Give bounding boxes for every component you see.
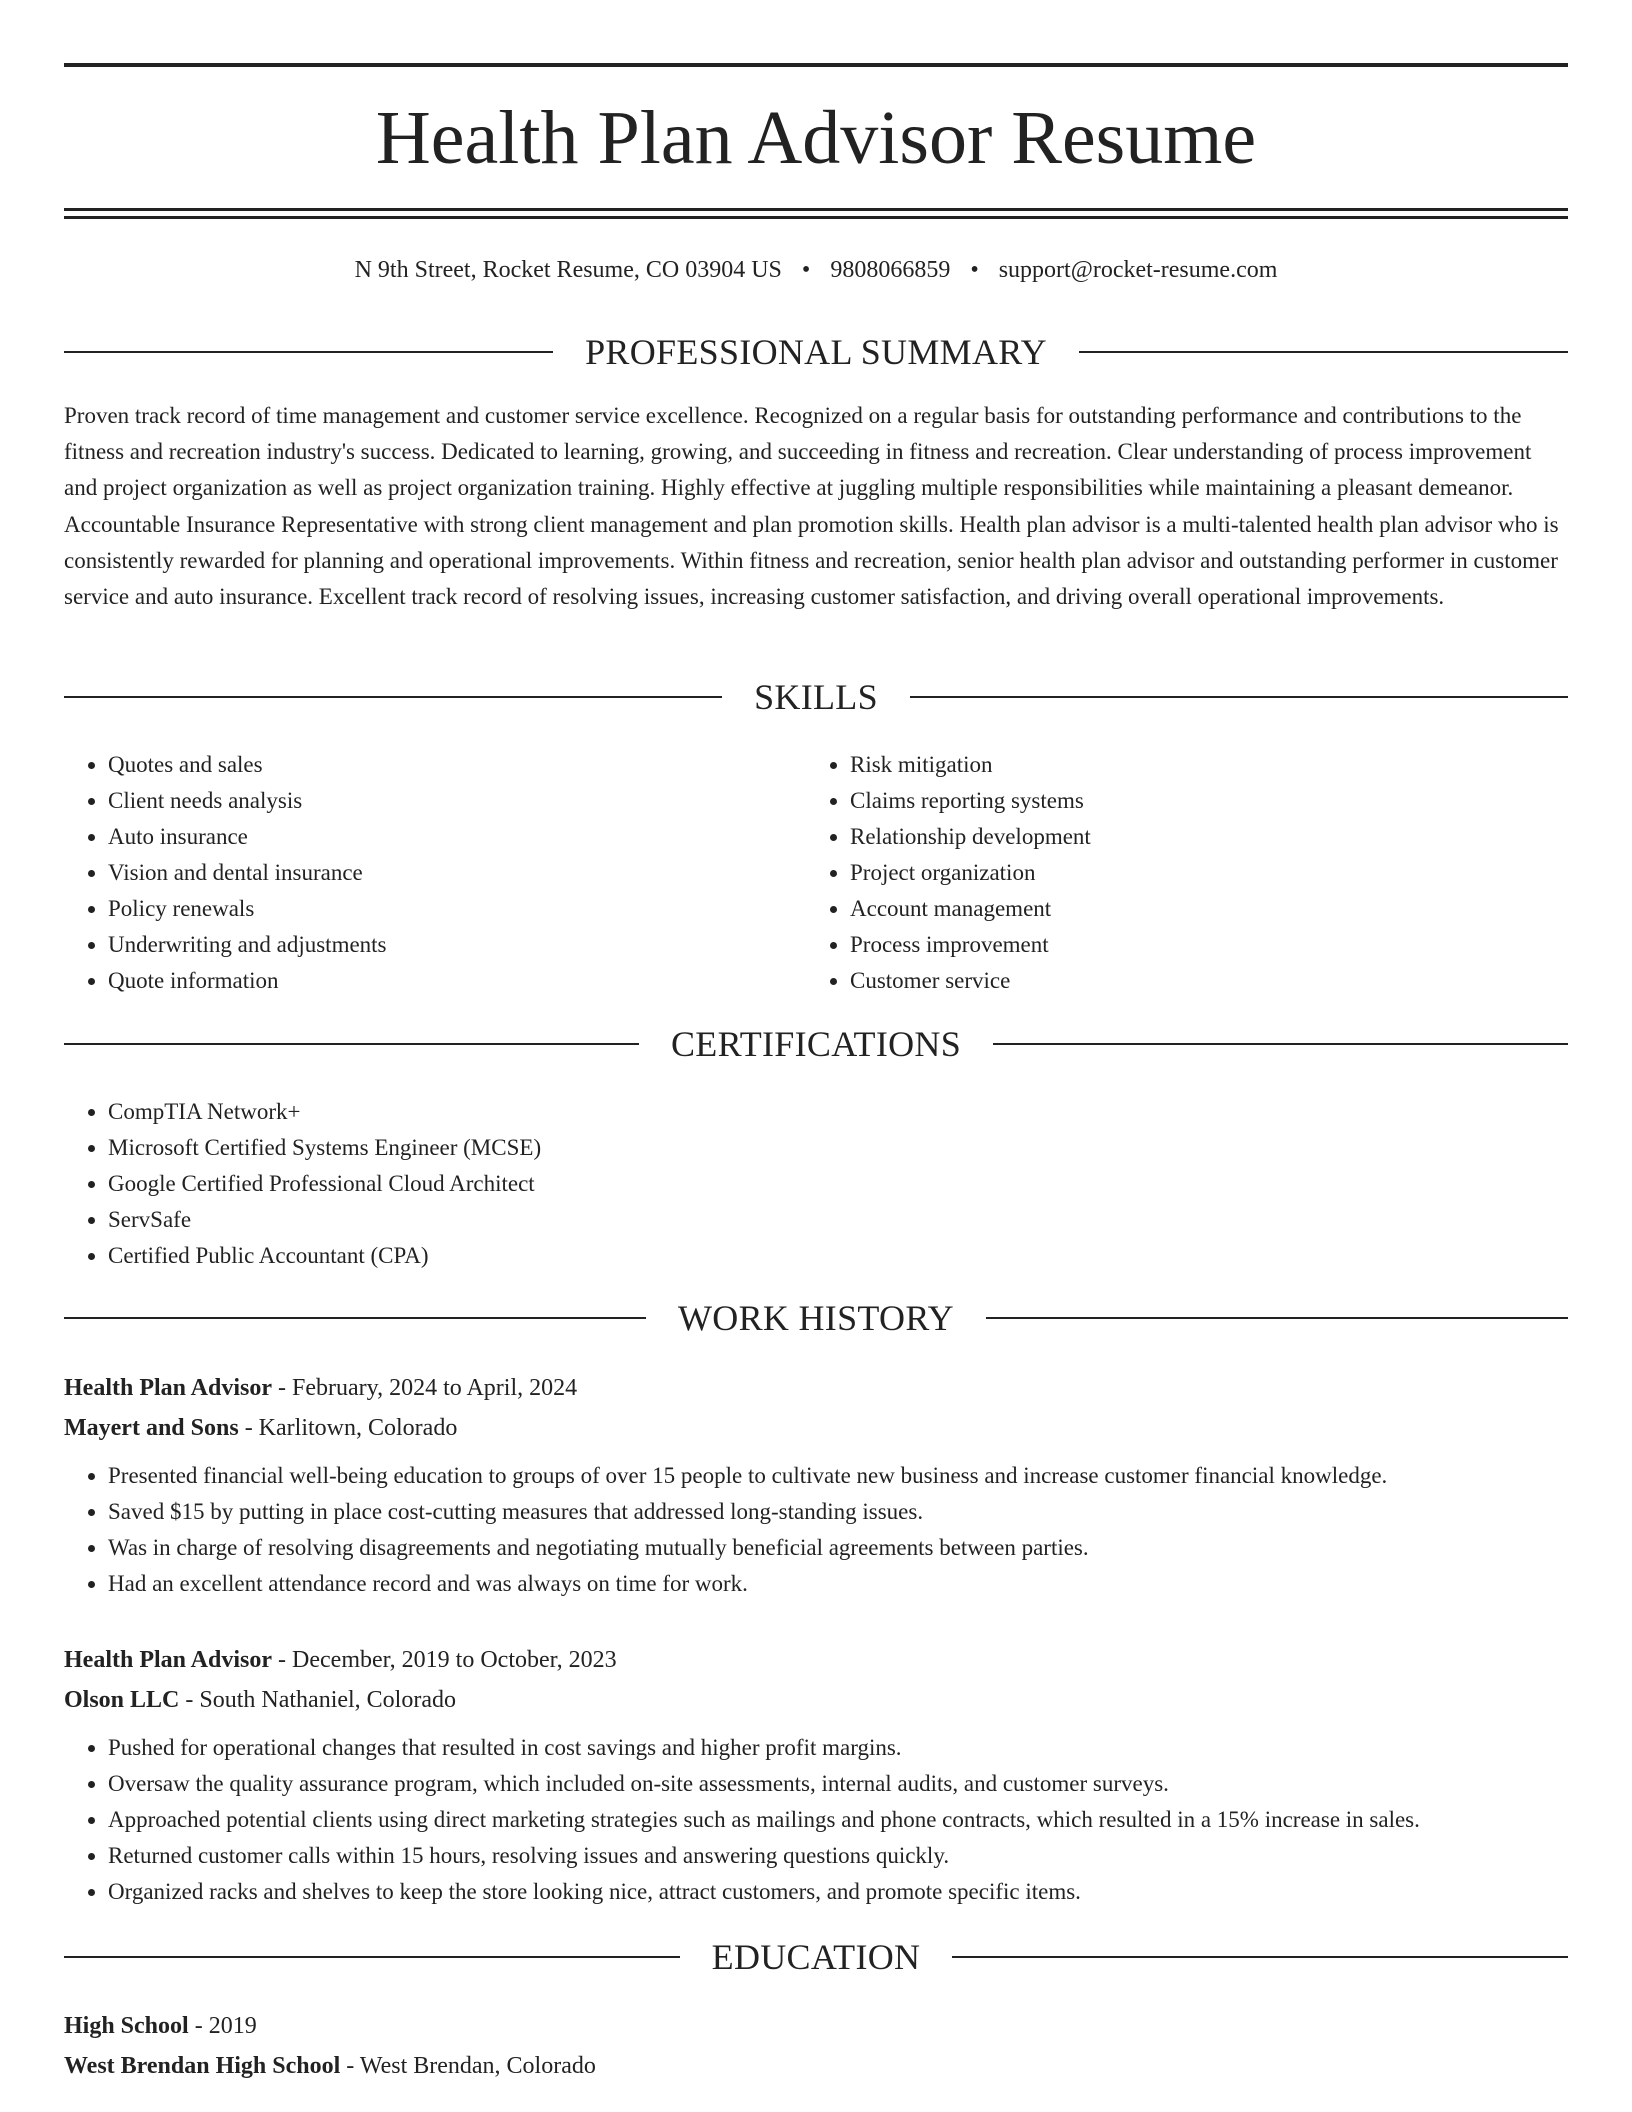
divider-line xyxy=(986,1317,1568,1319)
skills-right-column xyxy=(806,747,1506,999)
skill-item: • Client needs analysis xyxy=(108,783,764,819)
job-title: Health Plan Advisor xyxy=(64,1375,273,1401)
divider-line xyxy=(952,1956,1568,1958)
job-title-line xyxy=(64,1368,1568,1408)
job-location: - South Nathaniel, Colorado xyxy=(179,1687,456,1713)
divider-line xyxy=(64,1956,680,1958)
section-heading-skills xyxy=(64,677,1568,717)
header-top-rule xyxy=(64,63,1568,67)
contact-phone: 9808066859 xyxy=(830,257,951,283)
contact-email: support@rocket-resume.com xyxy=(998,257,1278,283)
divider-line xyxy=(64,1043,639,1045)
job-bullet: • Pushed for operational changes that resulted in cost savings and higher profit margins. xyxy=(108,1730,1568,1766)
certification-item: • ServSafe xyxy=(108,1202,1264,1238)
contact-line xyxy=(64,254,1568,286)
job-bullet: • Oversaw the quality assurance program, which included on-site assessments, internal audits, and customer surveys. xyxy=(108,1766,1568,1802)
divider-line xyxy=(64,351,553,353)
job-company: Olson LLC xyxy=(64,1687,180,1713)
page-title: Health Plan Advisor Resume xyxy=(375,96,1257,180)
divider-line xyxy=(993,1043,1568,1045)
contact-address: N 9th Street, Rocket Resume, CO 03904 US xyxy=(354,257,782,283)
certification-item: • CompTIA Network+ xyxy=(108,1094,1264,1130)
education-year: - 2019 xyxy=(188,2013,257,2039)
header-double-rule-top xyxy=(64,208,1568,211)
section-heading-certifications xyxy=(64,1024,1568,1064)
job-bullet: • Had an excellent attendance record and was always on time for work. xyxy=(108,1566,1568,1602)
education-degree-line xyxy=(64,2006,1568,2046)
skill-item: • Policy renewals xyxy=(108,891,764,927)
skill-item: • Quote information xyxy=(108,963,764,999)
job-bullet: • Saved $15 by putting in place cost-cutting measures that addressed long-standing issues. xyxy=(108,1494,1568,1530)
certification-item: • Microsoft Certified Systems Engineer (MCSE) xyxy=(108,1130,1264,1166)
divider-line xyxy=(910,696,1568,698)
job-dates: - December, 2019 to October, 2023 xyxy=(272,1647,617,1673)
section-heading-summary xyxy=(64,332,1568,372)
section-title: WORK HISTORY xyxy=(678,1298,954,1338)
job-location: - Karlitown, Colorado xyxy=(238,1415,458,1441)
job-entry xyxy=(64,1640,1568,1910)
certification-item: • Certified Public Accountant (CPA) xyxy=(108,1238,1264,1274)
education-school: West Brendan High School xyxy=(64,2053,341,2079)
skill-item: • Claims reporting systems xyxy=(850,783,1506,819)
divider-line xyxy=(1079,351,1568,353)
skills-list xyxy=(806,747,1506,999)
certifications-block xyxy=(64,1094,1264,1274)
section-title: CERTIFICATIONS xyxy=(670,1024,962,1064)
education-school-line xyxy=(64,2046,1568,2086)
job-bullet: • Organized racks and shelves to keep the store looking nice, attract customers, and promote specific items. xyxy=(108,1874,1568,1910)
certifications-list xyxy=(64,1094,1264,1274)
education-degree: High School xyxy=(64,2013,189,2039)
section-title: EDUCATION xyxy=(711,1937,921,1977)
skill-item: • Process improvement xyxy=(850,927,1506,963)
skills-list xyxy=(64,747,764,999)
skill-item: • Risk mitigation xyxy=(850,747,1506,783)
contact-separator: • xyxy=(801,257,811,283)
job-bullet: • Returned customer calls within 15 hours, resolving issues and answering questions quickly. xyxy=(108,1838,1568,1874)
job-bullets xyxy=(64,1730,1568,1910)
skill-item: • Underwriting and adjustments xyxy=(108,927,764,963)
skill-item: • Quotes and sales xyxy=(108,747,764,783)
skill-item: • Account management xyxy=(850,891,1506,927)
divider-line xyxy=(64,696,722,698)
skill-item: • Project organization xyxy=(850,855,1506,891)
job-bullet: • Approached potential clients using direct marketing strategies such as mailings and phone contracts, which resulted in a 15% increase in sales. xyxy=(108,1802,1568,1838)
skill-item: • Relationship development xyxy=(850,819,1506,855)
skill-item: • Customer service xyxy=(850,963,1506,999)
job-bullet: • Presented financial well-being education to groups of over 15 people to cultivate new business and increase customer financial knowledge. xyxy=(108,1458,1568,1494)
job-entry xyxy=(64,1368,1568,1602)
contact-separator: • xyxy=(970,257,979,283)
job-title: Health Plan Advisor xyxy=(64,1647,273,1673)
job-title-line xyxy=(64,1640,1568,1680)
job-company-line xyxy=(64,1408,1568,1448)
summary-paragraph: Proven track record of time management and customer service excellence. Recognized on a regular basis for outstanding performance and contributions to the fitness and recreation industry's success. Dedicated to learning, growing, and succeeding in fitness and recreation. Clear understanding of process improvement and project organization as well as project organization training. Highly effective at juggling multiple responsibilities while maintaining a pleasant demeanor. Accountable Insurance Representative with strong client management and plan promotion skills. Health plan advisor is a multi-talented health plan advisor who is consistently rewarded for planning and operational improvements. Within fitness and recreation, senior health plan advisor and outstanding performer in customer service and auto insurance. Excellent track record of resolving issues, increasing customer satisfaction, and driving overall operational improvements. xyxy=(64,403,1559,610)
section-heading-work-history xyxy=(64,1298,1568,1338)
education-location: - West Brendan, Colorado xyxy=(340,2053,596,2079)
section-title: PROFESSIONAL SUMMARY xyxy=(585,332,1047,372)
section-heading-education xyxy=(64,1937,1568,1977)
job-bullet: • Was in charge of resolving disagreements and negotiating mutually beneficial agreements between parties. xyxy=(108,1530,1568,1566)
skill-item: • Vision and dental insurance xyxy=(108,855,764,891)
header-double-rule-bottom xyxy=(64,216,1568,219)
divider-line xyxy=(64,1317,646,1319)
job-company-line xyxy=(64,1680,1568,1720)
job-dates: - February, 2024 to April, 2024 xyxy=(272,1375,578,1401)
education-entry xyxy=(64,2006,1568,2086)
job-bullets xyxy=(64,1458,1568,1602)
skills-left-column xyxy=(64,747,764,999)
section-title: SKILLS xyxy=(754,677,878,717)
certification-item: • Google Certified Professional Cloud Architect xyxy=(108,1166,1264,1202)
skill-item: • Auto insurance xyxy=(108,819,764,855)
job-company: Mayert and Sons xyxy=(64,1415,239,1441)
